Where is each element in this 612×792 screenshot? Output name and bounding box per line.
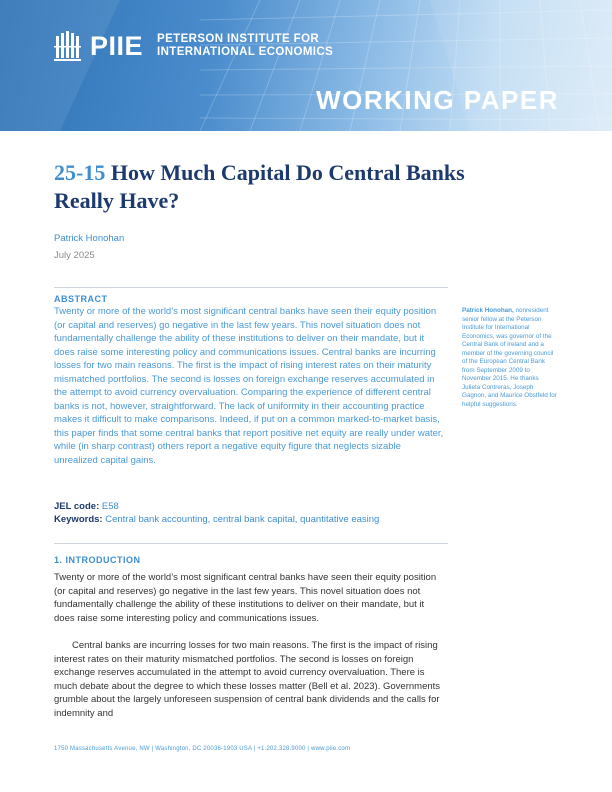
footer-address: 1750 Massachusetts Avenue, NW | Washington, DC 20036-1903 USA | +1.202.328.9000 | www.piie.com <box>54 746 351 752</box>
header-banner <box>0 0 612 131</box>
jel-label: JEL code: <box>54 501 100 512</box>
intro-paragraph-1: Twenty or more of the world’s most significant central banks have seen their equity position (or capital and reserves) go negative in the last few years. This novel situation does not fundamentally challenge the ability of these institutions to deliver on their mandate, but it does raise some interesting policy and communications issues. <box>54 572 437 624</box>
introduction-heading: 1. INTRODUCTION <box>54 555 141 565</box>
piie-columns-icon <box>54 30 84 62</box>
author-note <box>462 307 557 409</box>
abstract-text: Twenty or more of the world’s most significant central banks have seen their equity position (or capital and reserves) go negative in the last few years. This novel situation does not fundamentally challenge the ability of these institutions to deliver on their mandate, but it does raise some interesting policy and communications issues. Central banks are incurring losses for two main reasons. The first is the impact of rising interest rates on their maturity mismatched portfolios. The second is losses on foreign exchange reserves accumulated in the attempt to avoid currency overvaluation. Comparing the experience of different central banks is not, however, straightforward. The lack of uniformity in their accounting practice makes it difficult to make comparisons. Indeed, if put on a common marked-to-market basis, this paper finds that some central banks that report positive net equity are really under water, while (in sharp contrast) others report a negative equity figure that neglects sizable unrealized capital gains. <box>54 306 444 466</box>
divider-top <box>54 287 448 288</box>
keywords <box>54 514 454 525</box>
publication-date: July 2025 <box>54 250 95 261</box>
keywords-value: Central bank accounting, central bank capital, quantitative easing <box>105 514 380 525</box>
paper-title <box>54 159 474 215</box>
keywords-label: Keywords: <box>54 514 103 525</box>
paper-number: 25-15 <box>54 160 106 185</box>
logo-wordmark: PIIE <box>90 31 144 61</box>
paper-title-text: How Much Capital Do Central Banks Really Have? <box>54 160 465 213</box>
abstract-heading: ABSTRACT <box>54 294 108 304</box>
institute-name: PETERSON INSTITUTE FOR INTERNATIONAL ECONOMICS <box>157 33 334 58</box>
piie-logo[interactable] <box>54 28 143 64</box>
working-paper-label: WORKING PAPER <box>316 85 559 115</box>
author-name[interactable]: Patrick Honohan <box>54 233 125 244</box>
author-note-name: Patrick Honohan, <box>462 307 514 314</box>
author-note-text: nonresident senior fellow at the Peterson Institute for International Economics, was governor of the Central Bank of Ireland and a member of the governing council of the European Central Bank from September 2009 to November 2015. He thanks Julieta Contreras, Joseph Gagnon, and Maurice Obstfeld for helpful suggestions. <box>462 307 557 408</box>
jel-value: E58 <box>101 501 119 512</box>
divider-intro <box>54 543 448 544</box>
jel-code <box>54 501 119 512</box>
intro-paragraph-2: Central banks are incurring losses for two main reasons. The first is the impact of rising interest rates on their maturity mismatched portfolios. The second is losses on foreign exchange reserves accumulated in the attempt to avoid currency overvaluation. There is much debate about the degree to which these losses matter (Bell et al. 2023). Governments grumble about the largely unforeseen suspension of central bank dividends and the calls for indemnity and <box>54 640 441 719</box>
